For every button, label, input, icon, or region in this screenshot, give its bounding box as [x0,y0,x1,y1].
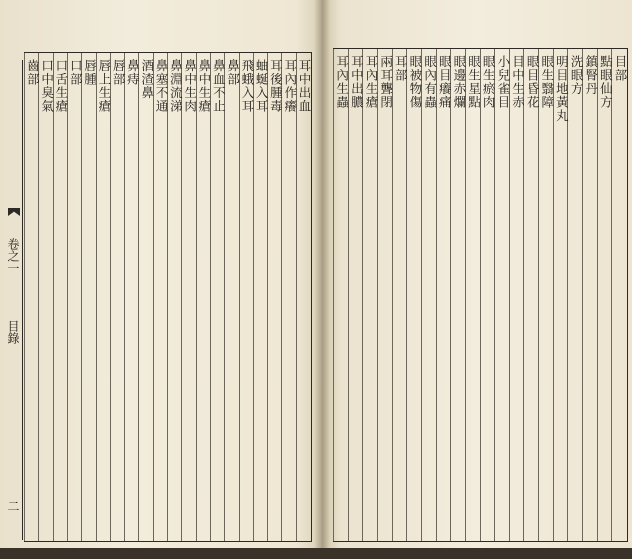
entry-column: 口中臭氣 [39,59,55,113]
column-rule [450,49,451,541]
entry-column: 酒渣鼻 [139,59,155,100]
entry-column: 鼻痔 [125,59,141,86]
column-rule [567,49,568,541]
entry-column: 眼邊赤爛 [451,55,467,109]
column-rule [138,53,139,541]
entry-column: 鎮腎丹 [583,55,599,96]
column-rule [210,53,211,541]
entry-column: 目中生赤 [510,55,526,109]
column-rule [239,53,240,541]
entry-column: 眼生翳障 [539,55,555,109]
column-rule [523,49,524,541]
column-rule [582,49,583,541]
column-rule [181,53,182,541]
entry-column: 點眼仙方 [598,55,614,109]
column-rule [333,49,334,541]
column-rule [377,49,378,541]
entry-column: 耳部 [393,55,409,82]
entry-column: 洗眼方 [569,55,585,96]
column-rule [81,53,82,541]
entry-column: 耳後腫毒 [268,59,284,113]
spine-page-number: 二 [6,500,20,512]
entry-column: 明目地黃丸 [554,55,570,123]
column-rule [196,53,197,541]
column-rule [267,53,268,541]
column-rule [110,53,111,541]
entry-column: 眼目癢痛 [437,55,453,109]
entry-column: 眼生瘀肉 [481,55,497,109]
entry-column: 耳內作癢 [282,59,298,113]
column-rule [406,49,407,541]
column-rule [24,53,25,541]
column-rule [392,49,393,541]
entry-column: 耳中出膿 [349,55,365,109]
entry-column: 口舌生瘡 [53,59,69,113]
entry-column: 耳中出血 [297,59,312,113]
entry-column: 口部 [68,59,84,86]
entry-column: 眼內有蟲 [422,55,438,109]
fishtail-mark-upper [8,208,20,216]
column-rule [465,49,466,541]
entry-column: 齒部 [25,59,41,86]
entry-column: 小兒雀目 [495,55,511,109]
column-rule [480,49,481,541]
entry-column: 眼生星點 [466,55,482,109]
entry-column: 鼻中生瘡 [196,59,212,113]
entry-column: 目部 [613,55,628,82]
right-page [322,0,632,559]
entry-column: 鼻部 [225,59,241,86]
column-rule [362,49,363,541]
spine-volume: 卷之一 [6,238,20,274]
column-rule [224,53,225,541]
column-rule [38,53,39,541]
entry-column: 唇上生瘡 [96,59,112,113]
column-rule [53,53,54,541]
entry-column: 鼻淵流涕 [168,59,184,113]
column-rule [553,49,554,541]
entry-column: 眼被物傷 [407,55,423,109]
entry-column: 唇部 [111,59,127,86]
column-rule [153,53,154,541]
entry-column: 蚰蜒入耳 [254,59,270,113]
column-rule [494,49,495,541]
right-page-frame [333,48,628,542]
column-rule [538,49,539,541]
entry-column: 鼻中生肉 [182,59,198,113]
column-rule [348,49,349,541]
column-rule [436,49,437,541]
column-rule [67,53,68,541]
entry-column: 鼻血不止 [211,59,227,113]
entry-column: 鼻塞不通 [154,59,169,113]
column-rule [597,49,598,541]
page-bottom-edge [0,548,632,559]
entry-column: 眼目昏花 [525,55,541,109]
entry-column: 唇腫 [82,59,98,86]
column-rule [124,53,125,541]
column-rule [281,53,282,541]
column-rule [421,49,422,541]
column-rule [509,49,510,541]
entry-column: 兩耳聾閉 [378,55,394,109]
entry-column: 耳內生蟲 [334,55,350,109]
column-rule [167,53,168,541]
left-page-frame [24,52,312,542]
gutter-shadow [314,0,330,559]
entry-column: 耳內生瘡 [363,55,379,109]
fore-edge [2,60,23,540]
column-rule [296,53,297,541]
column-rule [96,53,97,541]
column-rule [253,53,254,541]
column-rule [611,49,612,541]
spine-section: 目錄 [6,320,20,344]
entry-column: 飛蛾入耳 [239,59,255,113]
